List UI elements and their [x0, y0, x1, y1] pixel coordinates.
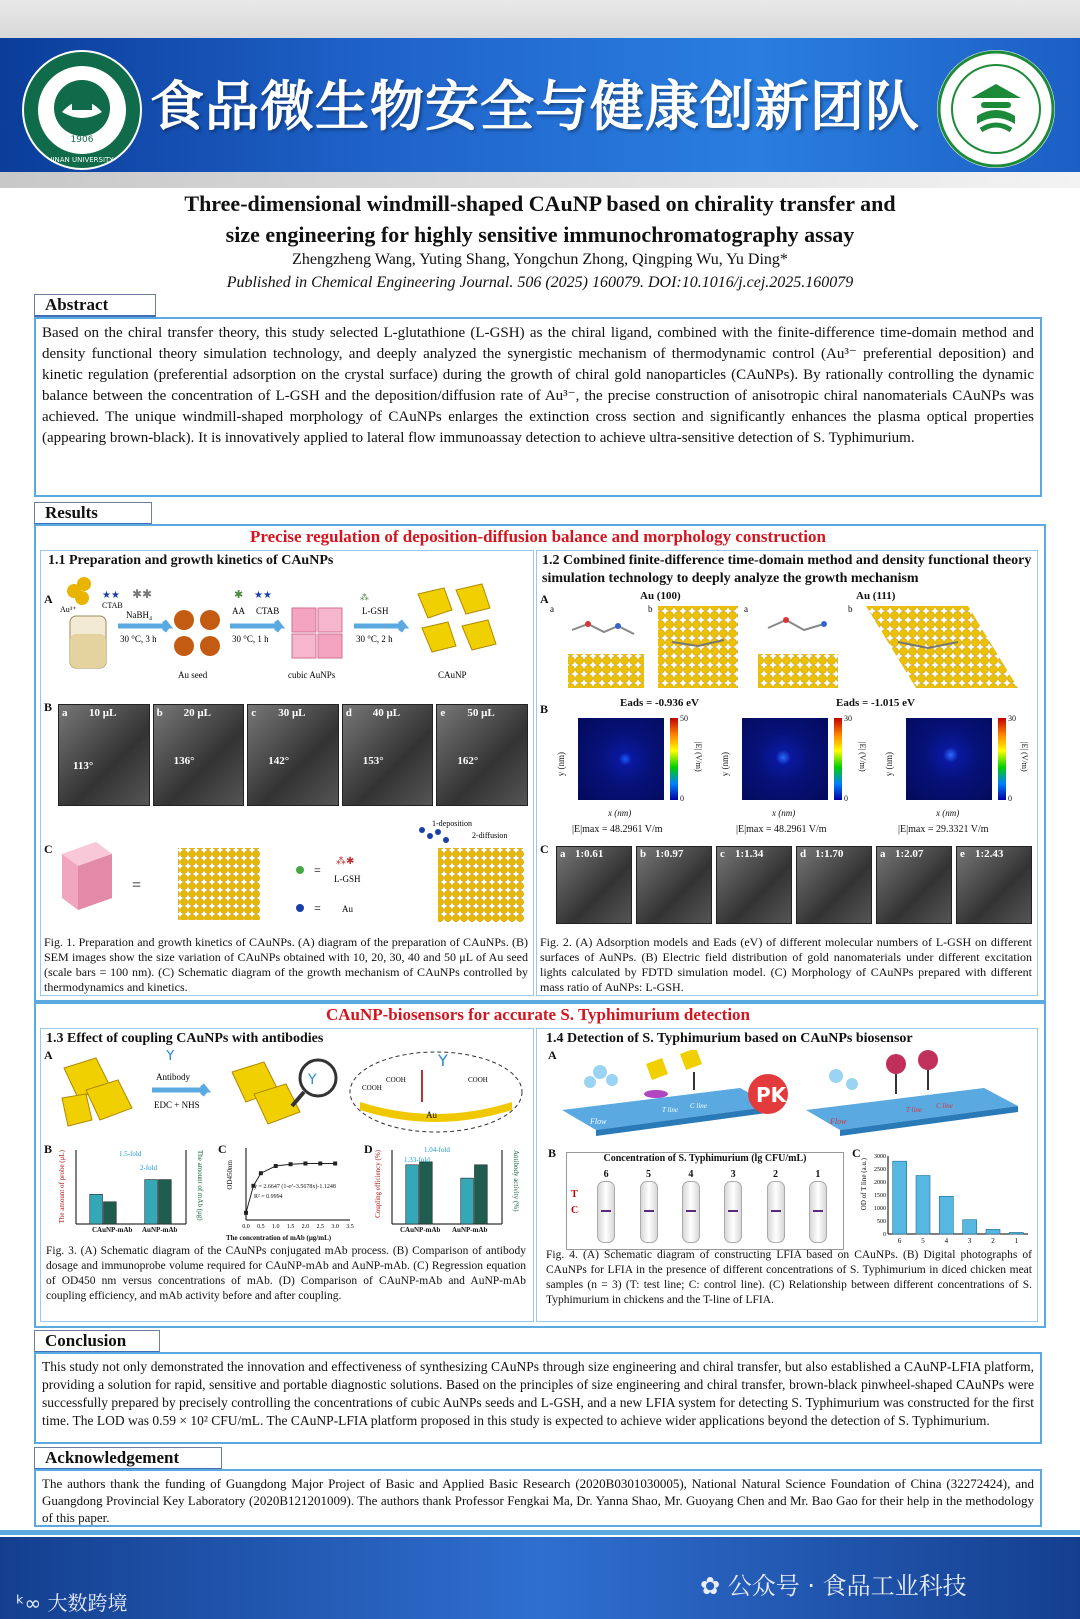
strip-concentration-label: 4 [688, 1169, 694, 1180]
acknowledgement-text: The authors thank the funding of Guangdong Major Project of Basic and Applied Basic Research (2020B0301030005), National Natural Science Foundation of China (32272424), and Guangdong Provincial Key Laboratory (2020B121201009). The authors thank Professor Fengkai Ma, Dr. Yanna Shao, Mr. Guoyang Chen and Mr. Bao Gao for their help in the methodology of this paper. [34, 1469, 1042, 1527]
section-1-1-heading: 1.1 Preparation and growth kinetics of CAuNPs [48, 553, 334, 568]
y-tick-label: 1500 [874, 1193, 886, 1199]
bar [420, 1162, 433, 1224]
watermark-right-text: 公众号 · 食品工业科技 [727, 1572, 967, 1600]
fdtd-cbar-min: 0 [1008, 794, 1012, 803]
t-line-marker: T [571, 1189, 578, 1200]
x-tick-label: 4 [944, 1237, 949, 1245]
au-surface-label: Au [426, 1110, 437, 1120]
fig3d-fold-2: 1.33-fold [404, 1156, 430, 1164]
morph-letter: b [640, 848, 647, 860]
svg-text:a: a [550, 604, 554, 614]
paper-title [60, 188, 1020, 250]
bar [939, 1196, 953, 1234]
fig2-panel-a-letter: A [540, 592, 549, 606]
fdtd-ylabel: y (nm) [884, 752, 894, 777]
morph-letter: e [960, 848, 965, 860]
cond1-label: 30 °C, 3 h [120, 634, 157, 644]
flow-label: Flow [830, 1117, 847, 1126]
morph-ratio: 1:0.97 [655, 848, 684, 860]
x-tick-label: 1.5 [286, 1224, 295, 1230]
fig2-adsorption-models [548, 602, 1034, 694]
strip-body [597, 1181, 615, 1243]
fig3-panel-a-letter: A [44, 1048, 53, 1062]
fig3b-y2label: The amount of mAb (μg) [196, 1150, 204, 1221]
test-strip [806, 1169, 830, 1245]
top-strip [0, 0, 1080, 38]
au3-label: Au³⁺ [60, 605, 77, 614]
morph-letter: a [560, 848, 566, 860]
watermark-left-text: 大数跨境 [47, 1591, 128, 1615]
sem-image [247, 704, 339, 806]
svg-text:✱: ✱ [234, 588, 244, 601]
data-point [303, 1161, 307, 1165]
test-strip [721, 1169, 745, 1245]
svg-text:=: = [314, 863, 321, 877]
cooh-label: COOH [468, 1076, 488, 1084]
fdtd-map [548, 712, 708, 840]
author-list: Zhengzheng Wang, Yuting Shang, Yongchun Zhong, Qingping Wu, Yu Ding* [292, 251, 788, 268]
fig2-panel-b-letter: B [540, 702, 549, 716]
fdtd-emax: |E|max = 48.2961 V/m [736, 824, 827, 835]
abstract-text: Based on the chiral transfer theory, this study selected L-glutathione (L-GSH) as the chiral ligand, combined with the finite-difference time-domain method and density functional theory simulation technology, and deeply analyzed the synergistic mechanism of thermodynamic control (Au³⁻ preferential deposition) and kinetic regulation (preferential adsorption on the crystal surface) during the growth of chiral gold nanoparticles (CAuNPs). By rationally controlling the dynamic balance between the concentration of L-GSH and the deposition/diffusion rate of Au³⁻, the precise construction of anisotropic chiral nanomaterials CAuNPs was achieved. The unique windmill-shaped morphology of CAuNPs enlarges the extinction cross section and significantly enhances the plasma optical properties (appearing brown-black). It is innovatively applied to lateral flow immunoassay detection to achieve ultra-sensitive detection of S. Typhimurium. [34, 317, 1042, 497]
bar [461, 1178, 474, 1224]
fdtd-colorbar [998, 718, 1006, 800]
nabh4-label: NaBH₄ [126, 610, 153, 620]
fig4-lfia-schematic [560, 1050, 1030, 1138]
fdtd-field [906, 718, 992, 800]
strip-concentration-label: 3 [730, 1169, 736, 1180]
abstract-label: Abstract [34, 294, 156, 318]
fig4c-ylabel: OD of T line (a.u.) [860, 1158, 868, 1211]
equals-sign: = [132, 877, 142, 894]
fig3b-cat-1: CAuNP-mAb [92, 1226, 133, 1234]
y-tick-label: 3000 [874, 1154, 886, 1160]
data-point [289, 1162, 293, 1166]
conclusion-text: This study not only demonstrated the innovation and effectiveness of synthesizing CAuNPs through size engineering and chiral transfer, but also established a CAuNP-LFIA platform, providing a solution for rapid, sensitive and portable diagnostic solutions. Based on the principles of size engineering and chiral transfer, brown-black pinwheel-shaped CAuNPs were successfully prepared by precisely controlling the concentrations of cubic AuNPs seeds and L-GSH, and a new LFIA system for detecting S. Typhimurium was constructed for the first time. The LOD was 0.59 × 10² CFU/mL. The CAuNP-LFIA platform proposed in this study is expected to achieve wider applications beyond the detection of S. Typhimurium. [34, 1352, 1042, 1444]
sem-volume: 40 μL [372, 707, 401, 719]
morph-ratio: 1:2.43 [975, 848, 1004, 860]
sem-letter: e [440, 707, 446, 719]
fdtd-colorbar [670, 718, 678, 800]
fdtd-field [578, 718, 664, 800]
x-tick-label: 1 [1014, 1237, 1019, 1245]
svg-text:b: b [848, 604, 853, 614]
fig4-panel-c-letter: C [852, 1146, 861, 1160]
cooh-label: COOH [386, 1076, 406, 1084]
bar [475, 1165, 488, 1224]
strip-concentration-label: 6 [603, 1169, 609, 1180]
fig1-caption: Fig. 1. Preparation and growth kinetics of CAuNPs. (A) diagram of the preparation of CAuNPs. (B) SEM images show the size variation of CAuNPs obtained with 10, 20, 30, 40 and 50 μL of Au seed (scale bars = 100 nm). (C) Schematic diagram of the growth mechanism of CAuNPs controlled by thermodynamics and kinetics. [44, 935, 528, 994]
sem-image [436, 704, 528, 806]
data-point [333, 1161, 337, 1165]
cline-label: C line [936, 1102, 953, 1110]
bar [893, 1161, 907, 1234]
fig1-mechanism-diagram [52, 818, 530, 928]
section-1-4-heading: 1.4 Detection of S. Typhimurium based on CAuNPs biosensor [546, 1031, 913, 1046]
x-tick-label: 3.0 [331, 1224, 339, 1230]
strip-body [640, 1181, 658, 1243]
section-1-3-heading: 1.3 Effect of coupling CAuNPs with antibodies [46, 1031, 324, 1046]
section-1-2-heading: 1.2 Combined finite-difference time-domain method and density functional theory simulation technology to deeply analyze the growth mechanism [542, 553, 1032, 586]
fig2-morphology-row [556, 846, 1032, 924]
control-line [644, 1210, 654, 1212]
au100-label: Au (100) [640, 590, 681, 602]
fdtd-map [712, 712, 872, 840]
morphology-image [956, 846, 1032, 924]
svg-text:★★: ★★ [102, 590, 120, 601]
x-tick-label: 6 [897, 1237, 902, 1245]
sem-image [58, 704, 150, 806]
fig2-fdtd-row [548, 712, 1034, 840]
morph-letter: a [880, 848, 886, 860]
au-seed-label: Au seed [178, 670, 208, 680]
au111-label: Au (111) [856, 590, 896, 602]
morph-letter: d [800, 848, 807, 860]
strip-row [585, 1169, 839, 1245]
fig1-panel-a-letter: A [44, 592, 53, 606]
eads-100: Eads = -0.936 eV [620, 697, 699, 709]
fig3d-ylabel: Coupling efficiency (%) [374, 1150, 382, 1218]
lgsh-label: L-GSH [362, 606, 389, 616]
conc-title: Concentration of S. Typhimurium (lg CFU/mL) [603, 1153, 807, 1164]
svg-text:Y: Y [166, 1050, 175, 1064]
c-line-marker: C [571, 1205, 579, 1216]
fdtd-cbar-unit: |E| (V/m) [1020, 742, 1029, 772]
fdtd-map [876, 712, 1034, 840]
svg-text:⁂✱: ⁂✱ [336, 856, 355, 867]
fdtd-ylabel: y (nm) [720, 752, 730, 777]
fig3c-equation: y = 2.6647 (1-e^-3.5678x)-1.1248 [254, 1184, 336, 1190]
sem-angle: 153° [362, 755, 384, 767]
x-tick-label: 2.0 [301, 1224, 310, 1230]
fig2-caption: Fig. 2. (A) Adsorption models and Eads (eV) of different molecular numbers of L-GSH on different surfaces of AuNPs. (B) Electric field distribution of gold nanomaterials under different excitation lights calculated by FDTD simulation model. (C) Morphology of CAuNPs prepared with different mass ratio of AuNPs: L-GSH. [540, 935, 1032, 994]
mech-au-label: Au [342, 904, 353, 914]
fig3c-xlabel: The concentration of mAb (μg/mL) [226, 1234, 332, 1242]
morphology-image [796, 846, 872, 924]
morphology-image [556, 846, 632, 924]
fig3d-cat-2: AuNP-mAb [452, 1226, 488, 1234]
sem-angle: 162° [457, 755, 479, 767]
bar [916, 1176, 930, 1235]
data-point [244, 1211, 248, 1215]
fig3-panel-d-letter: D [364, 1142, 373, 1156]
morphology-image [716, 846, 792, 924]
y-tick-label: 0 [883, 1232, 886, 1238]
fig3-panel-b-letter: B [44, 1142, 53, 1156]
wechat-icon: ✿ [700, 1572, 721, 1600]
cubic-label: cubic AuNPs [288, 670, 336, 680]
morphology-image [876, 846, 952, 924]
fig3b-cat-2: AuNP-mAb [142, 1226, 178, 1234]
test-strip [764, 1169, 788, 1245]
header-gray-strip [0, 172, 1080, 188]
x-tick-label: 3 [967, 1237, 972, 1245]
bar [104, 1202, 117, 1224]
fdtd-cbar-top: 50 [680, 714, 688, 723]
fig3d-y2label: Antibody activity (%) [512, 1150, 520, 1212]
jinan-university-logo [22, 50, 142, 170]
fdtd-emax: |E|max = 48.2961 V/m [572, 824, 663, 835]
eads-111: Eads = -1.015 eV [836, 697, 915, 709]
strip-body [809, 1181, 827, 1243]
watermark-right [700, 1566, 967, 1601]
logo-university-name: JINAN UNIVERSITY [50, 156, 114, 164]
y-tick-label: 2000 [874, 1180, 886, 1186]
bar [1009, 1232, 1023, 1234]
watermark-left-icon: ᵏ∞ [16, 1591, 42, 1615]
x-tick-label: 0.5 [257, 1224, 265, 1230]
strip-body [682, 1181, 700, 1243]
team-lab-logo [937, 50, 1055, 168]
ctab2-label: CTAB [256, 606, 280, 616]
fdtd-cbar-min: 0 [680, 794, 684, 803]
results-label: Results [34, 502, 152, 526]
control-line [686, 1210, 696, 1212]
control-line [771, 1210, 781, 1212]
fig4-strip-photo [566, 1152, 844, 1250]
svg-text:★★: ★★ [254, 590, 272, 601]
fdtd-cbar-unit: |E| (V/m) [858, 742, 867, 772]
fig3-coupling-schematic [56, 1050, 526, 1136]
morph-letter: c [720, 848, 725, 860]
fig3c-r2: R² = 0.9994 [254, 1194, 283, 1200]
fig1-panel-b-letter: B [44, 700, 53, 714]
svg-text:Y: Y [308, 1072, 317, 1088]
ctab-label: CTAB [102, 601, 123, 610]
fig3b-fold-2: 2-fold [140, 1164, 158, 1172]
deposition-label: 1-deposition [432, 819, 472, 828]
fdtd-colorbar [834, 718, 842, 800]
fig3c-ylabel: OD450nm [226, 1160, 234, 1190]
bar [145, 1180, 158, 1224]
footer-accent-line [0, 1530, 1080, 1535]
svg-text:⁂: ⁂ [360, 593, 369, 603]
data-point [259, 1171, 263, 1175]
sem-letter: c [251, 707, 257, 719]
sem-volume: 10 μL [89, 707, 117, 719]
sem-angle: 142° [268, 755, 290, 767]
morph-ratio: 1:2.07 [895, 848, 924, 860]
strip-concentration-label: 2 [773, 1169, 778, 1180]
strip-body [724, 1181, 742, 1243]
x-tick-label: 2.5 [316, 1224, 325, 1230]
paper-title-line1: Three-dimensional windmill-shaped CAuNP based on chirality transfer and [184, 191, 896, 216]
fig3d-fold-1: 1.04-fold [424, 1146, 450, 1154]
cond2-label: 30 °C, 1 h [232, 634, 269, 644]
fdtd-cbar-unit: |E| (V/m) [694, 742, 703, 772]
fig3d-cat-1: CAuNP-mAb [400, 1226, 441, 1234]
flow-label: Flow [590, 1117, 607, 1126]
fig3b-ylabel: The amount of probe (μL) [58, 1150, 66, 1224]
citation: Published in Chemical Engineering Journal. 506 (2025) 160079. DOI:10.1016/j.cej.2025.160079 [226, 274, 854, 291]
cond3-label: 30 °C, 2 h [356, 634, 393, 644]
svg-text:=: = [314, 901, 321, 915]
conclusion-label: Conclusion [34, 1330, 160, 1354]
fig4c-chart [858, 1150, 1034, 1248]
fig3-caption: Fig. 3. (A) Schematic diagram of the CAuNPs conjugated mAb process. (B) Comparison of antibody dosage and immunoprobe volume required for CAuNP-mAb and AuNP-mAb. (C) Regression equation of OD450 nm versus concentrations of mAb. (D) Comparison of CAuNP-mAb and AuNP-mAb coupling efficiency, and mAb activity before and after coupling. [46, 1245, 526, 1302]
test-strip [679, 1169, 703, 1245]
test-strip [594, 1169, 618, 1245]
sem-angle: 113° [73, 760, 94, 772]
y-tick-label: 500 [877, 1219, 886, 1225]
x-tick-label: 0.0 [242, 1224, 250, 1230]
svg-text:b: b [648, 604, 653, 614]
cline-label: C line [690, 1102, 707, 1110]
fdtd-cbar-min: 0 [844, 794, 848, 803]
x-tick-label: 3.5 [346, 1224, 354, 1230]
x-tick-label: 5 [921, 1237, 925, 1245]
bar [90, 1194, 103, 1224]
fig4-panel-a-letter: A [548, 1048, 557, 1062]
morphology-image [636, 846, 712, 924]
sem-letter: d [345, 707, 352, 719]
fdtd-xlabel: x (nm) [608, 808, 632, 818]
strip-concentration-label: 1 [815, 1169, 821, 1180]
sem-volume: 20 μL [183, 707, 211, 719]
bar [159, 1180, 172, 1224]
x-tick-label: 2 [991, 1237, 995, 1245]
y-tick-label: 1000 [874, 1206, 886, 1212]
morph-ratio: 1:1.34 [735, 848, 764, 860]
fig1-sem-row [58, 704, 528, 806]
fig3b-fold-1: 1.5-fold [119, 1150, 142, 1158]
fdtd-xlabel: x (nm) [772, 808, 796, 818]
morph-ratio: 1:1.70 [815, 848, 844, 860]
test-strip [637, 1169, 661, 1245]
sem-letter: a [62, 707, 68, 719]
aa-label: AA [232, 606, 245, 616]
strip-concentration-label: 5 [646, 1169, 651, 1180]
pk-label: PK [756, 1083, 787, 1107]
svg-text:a: a [744, 604, 748, 614]
fdtd-cbar-top: 30 [844, 714, 852, 723]
diffusion-label: 2-diffusion [472, 831, 508, 840]
cooh-label: COOH [362, 1084, 382, 1092]
sem-volume: 50 μL [467, 707, 495, 719]
control-line [813, 1210, 823, 1212]
fig4-caption: Fig. 4. (A) Schematic diagram of constructing LFIA based on CAuNPs. (B) Digital photographs of CAuNPs for LFIA in the presence of different concentrations of S. Typhimurium in diced chicken meat samples (n = 3) (T: test line; C: control line). (C) Relationship between different concentrations of S. Typhimurium in chickens and the T-line of LFIA. [546, 1249, 1032, 1306]
mech-lgsh-label: L-GSH [334, 874, 361, 884]
fig4-panel-b-letter: B [548, 1146, 557, 1160]
fig3d-chart [372, 1142, 522, 1240]
tline-label: T line [906, 1106, 923, 1114]
fdtd-ylabel: y (nm) [556, 752, 566, 777]
data-point [318, 1161, 322, 1165]
paper-title-line2: size engineering for highly sensitive immunochromatography assay [225, 222, 855, 247]
fdtd-field [742, 718, 828, 800]
control-line [728, 1210, 738, 1212]
banner-title: 食品微生物安全与健康创新团队 [150, 75, 920, 138]
fig1-panel-c-letter: C [44, 842, 53, 856]
acknowledgement-label: Acknowledgement [34, 1447, 222, 1471]
sem-image [342, 704, 434, 806]
control-line [601, 1210, 611, 1212]
bar [963, 1220, 977, 1234]
antibody-label: Antibody [156, 1072, 191, 1082]
y-tick-label: 2500 [874, 1167, 886, 1173]
watermark-left [16, 1587, 128, 1616]
svg-text:✱✱: ✱✱ [132, 587, 153, 601]
sem-angle: 136° [173, 755, 195, 767]
sem-letter: b [156, 707, 163, 719]
band-1-title: Precise regulation of deposition-diffusion balance and morphology construction [250, 527, 826, 546]
data-point [274, 1164, 278, 1168]
fdtd-xlabel: x (nm) [936, 808, 960, 818]
tline-label: T line [662, 1106, 679, 1114]
x-tick-label: 1.0 [271, 1224, 280, 1230]
edc-nhs-label: EDC + NHS [154, 1100, 200, 1110]
sem-image [153, 704, 245, 806]
bar [406, 1165, 419, 1224]
bar [986, 1229, 1000, 1234]
cau-label: CAuNP [438, 670, 467, 680]
svg-text:Y: Y [438, 1051, 448, 1070]
strip-body [767, 1181, 785, 1243]
fig1-synthesis-schematic [52, 576, 530, 686]
band-2-title: CAuNP-biosensors for accurate S. Typhimurium detection [325, 1005, 751, 1024]
fdtd-emax: |E|max = 29.3321 V/m [898, 824, 989, 835]
sem-volume: 30 μL [278, 707, 306, 719]
fdtd-cbar-top: 30 [1008, 714, 1016, 723]
morph-ratio: 1:0.61 [575, 848, 604, 860]
fig2-panel-c-letter: C [540, 842, 549, 856]
logo-year: 1906 [70, 135, 94, 145]
fig3-panel-c-letter: C [218, 1142, 227, 1156]
